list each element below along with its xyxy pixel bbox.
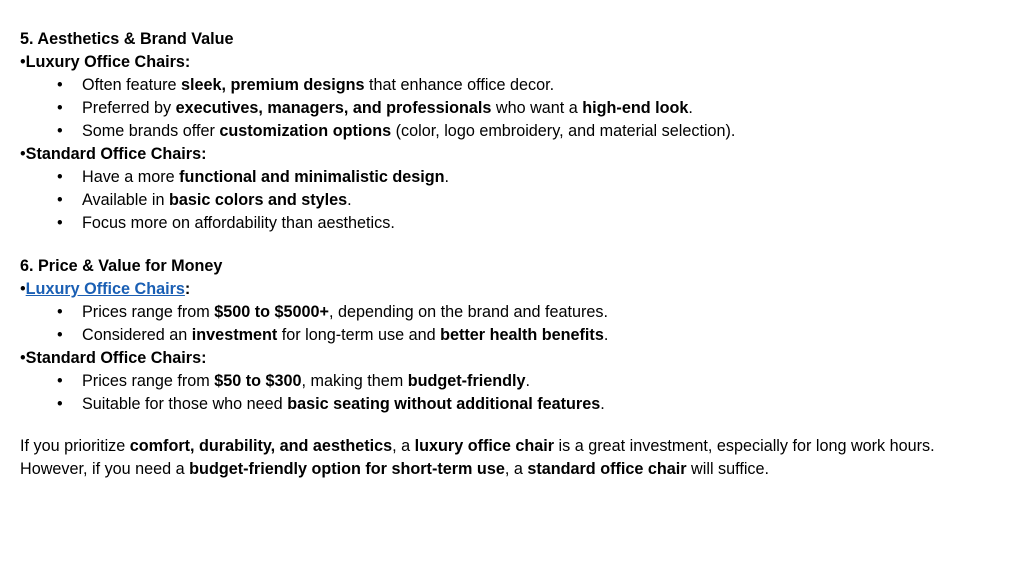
bold-text: $50 to $300 [214,372,302,390]
bullet-icon: • [57,303,63,321]
section-6-luxury-list [20,301,1010,347]
section-6-heading: 6. Price & Value for Money [20,257,223,275]
bullet-icon: • [57,99,63,117]
bullet-icon: • [20,280,26,298]
text-run: . [688,99,693,117]
list-item [20,370,1010,393]
text-run: . [603,326,609,344]
text-run: (color, logo embroidery, and material selection). [391,122,736,140]
text-run: , a [504,460,528,478]
bullet-icon: • [57,395,63,413]
bold-text: standard office chair [527,460,687,478]
conclusion-line [20,435,1010,458]
list-item [20,166,1010,189]
section-5-heading: 5. Aesthetics & Brand Value [20,30,234,48]
text-run: . [525,372,531,390]
bullet-icon: • [20,349,26,367]
bold-text: budget-friendly option for short-term use [189,460,505,478]
text-run: Prices range from [82,303,215,321]
text-run: who want a [491,99,583,117]
bullet-icon: • [57,191,63,209]
list-item [20,97,1010,120]
bold-text: luxury office chair [414,437,555,455]
bold-text: high-end look [582,99,689,117]
spacer [20,235,1010,255]
conclusion-paragraph [20,435,1010,481]
bold-text: basic seating without additional features [287,395,601,413]
colon: : [184,280,191,298]
bullet-icon: • [57,122,63,140]
text-run: Prices range from [82,372,215,390]
bold-text: investment [191,326,278,344]
text-run: Suitable for those who need [82,395,288,413]
bullet-icon: • [57,326,63,344]
text-run: , making them [301,372,408,390]
bold-text: basic colors and styles [169,191,348,209]
list-item [20,189,1010,212]
bullet-icon: • [20,145,26,163]
text-run: Considered an [82,326,192,344]
section-5-standard-list [20,166,1010,235]
bullet-icon: • [57,168,63,186]
text-run: . [347,191,352,209]
list-item [20,74,1010,97]
text-run: , depending on the brand and features. [329,303,609,321]
list-item [20,301,1010,324]
spacer [20,416,1010,435]
text-run: Often feature [82,76,181,94]
text-run: Have a more [82,168,180,186]
section-5-standard-label: Standard Office Chairs: [25,145,207,163]
bullet-icon: • [57,214,63,232]
text-run: Focus more on affordability than aesthetics. [82,214,395,232]
bullet-icon: • [20,53,26,71]
text-run: . [444,168,450,186]
text-run: is a great investment, especially for long work hours. [554,437,935,455]
text-run: Available in [82,191,169,209]
section-5-luxury-label: Luxury Office Chairs: [25,53,191,71]
text-run: Some brands offer [82,122,220,140]
text-run: Preferred by [82,99,176,117]
list-item [20,212,1010,235]
bold-text: budget-friendly [407,372,526,390]
text-run: However, if you need a [20,460,190,478]
text-run: , a [392,437,415,455]
conclusion-line [20,458,1010,481]
bold-text: $500 to $5000+ [214,303,330,321]
section-5-luxury-list [20,74,1010,143]
text-run: . [600,395,605,413]
section-5-standard-group-label [20,143,1010,166]
text-run: If you prioritize [20,437,130,455]
list-item [20,120,1010,143]
bullet-icon: • [57,372,63,390]
bold-text: comfort, durability, and aesthetics [129,437,393,455]
section-6-standard-label: Standard Office Chairs: [25,349,207,367]
bold-text: sleek, premium designs [180,76,365,94]
section-6-standard-group-label [20,347,1010,370]
text-run: will suffice. [686,460,770,478]
document-page [20,28,1010,481]
bold-text: functional and minimalistic design [179,168,445,186]
section-6-standard-list [20,370,1010,416]
text-run: that enhance office decor. [364,76,555,94]
section-6-luxury-group-label [20,278,1010,301]
list-item [20,393,1010,416]
bold-text: customization options [219,122,392,140]
list-item [20,324,1010,347]
luxury-office-chairs-link[interactable]: Luxury Office Chairs [25,280,185,298]
bold-text: better health benefits [440,326,604,344]
text-run: for long-term use and [277,326,441,344]
bullet-icon: • [57,76,63,94]
bold-text: executives, managers, and professionals [175,99,492,117]
section-5-luxury-group-label [20,51,1010,74]
